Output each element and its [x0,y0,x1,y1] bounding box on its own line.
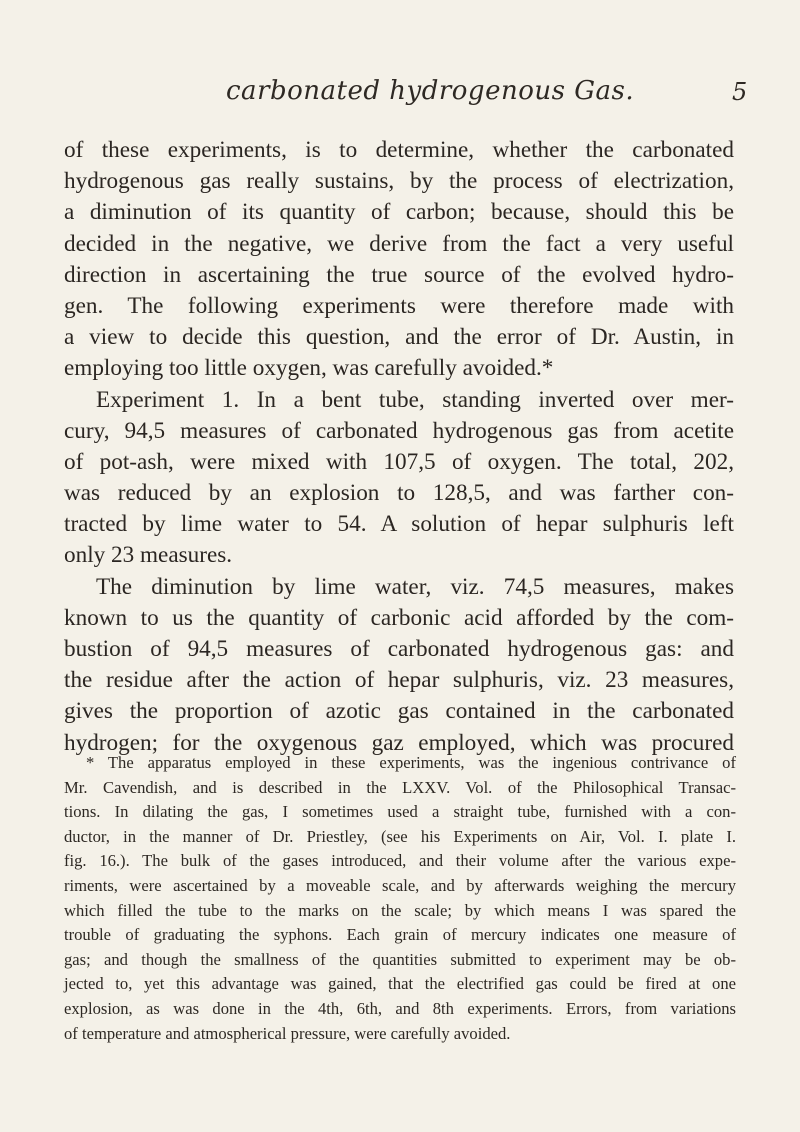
footnote-line: riments, were ascertained by a moveable scale, and by afterwards weighing the mercury [64,875,736,895]
footnote-line: of temperature and atmospherical pressure, were carefully avoided. [64,1023,511,1043]
body-line: cury, 94,5 measures of carbonated hydrogenous gas from acetite [64,417,734,444]
body-line: decided in the negative, we derive from the fact a very useful [64,230,734,257]
body-line: only 23 measures. [64,542,233,569]
footnote-line: which filled the tube to the marks on the scale; by which means I was spared the [64,900,736,920]
body-line: employing too little oxygen, was carefully avoided.* [64,355,554,382]
body-line: known to us the quantity of carbonic acid afforded by the com- [64,604,734,631]
footnote-line: ductor, in the manner of Dr. Priestley, (see his Experiments on Air, Vol. I. plate I. [64,826,736,846]
body-line: a view to decide this question, and the error of Dr. Austin, in [64,324,734,351]
body-line: tracted by lime water to 54. A solution of hepar sulphuris left [64,511,734,538]
body-line: Experiment 1. In a bent tube, standing inverted over mer- [96,386,734,413]
body-line: The diminution by lime water, viz. 74,5 measures, makes [96,573,734,600]
body-line: of pot-ash, were mixed with 107,5 of oxygen. The total, 202, [64,448,734,475]
body-line: hydrogenous gas really sustains, by the process of electrization, [64,168,734,195]
body-line: direction in ascertaining the true source of the evolved hydro- [64,261,734,288]
footnote-line: Mr. Cavendish, and is described in the LXXV. Vol. of the Philosophical Transac- [64,777,736,797]
footnote-line: fig. 16.). The bulk of the gases introduced, and their volume after the various expe- [64,851,736,871]
footnote-line: jected to, yet this advantage was gained, that the electrified gas could be fired at one [64,974,736,994]
body-line: gives the proportion of azotic gas contained in the carbonated [64,698,734,725]
footnote-line: explosion, as was done in the 4th, 6th, and 8th experiments. Errors, from variations [64,998,736,1018]
footnote-line: tions. In dilating the gas, I sometimes used a straight tube, furnished with a con- [64,802,736,822]
body-text [64,135,734,759]
body-line: bustion of 94,5 measures of carbonated hydrogenous gas: and [64,636,734,662]
body-line: hydrogen; for the oxygenous gaz employed, which was procured [64,729,734,756]
footnote-line: gas; and though the smallness of the quantities submitted to experiment may be ob- [64,949,736,969]
body-line: of these experiments, is to determine, whether the carbonated [64,137,734,163]
body-line: the residue after the action of hepar sulphuris, viz. 23 measures, [64,667,734,694]
footnote [64,751,736,1046]
footnote-line: * The apparatus employed in these experiments, was the ingenious contrivance of [86,753,736,772]
body-line: was reduced by an explosion to 128,5, and was farther con- [64,480,734,507]
body-line: gen. The following experiments were therefore made with [64,292,734,319]
running-title: carbonated hydrogenous Gas. [226,76,635,106]
running-head [0,76,800,116]
body-line: a diminution of its quantity of carbon; because, should this be [64,199,734,226]
page-number: 5 [732,78,748,106]
footnote-line: trouble of graduating the syphons. Each grain of mercury indicates one measure of [64,925,736,945]
